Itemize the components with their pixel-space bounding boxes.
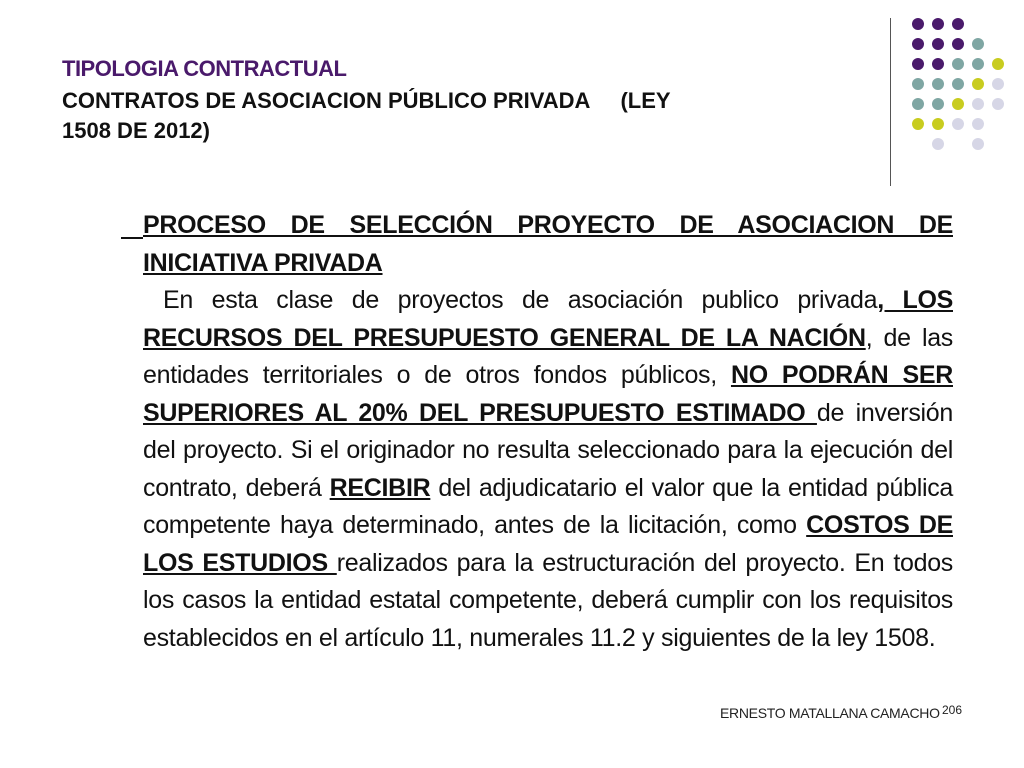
- slide-subtitle: [62, 86, 862, 146]
- decorative-divider: [890, 18, 891, 186]
- highlight-costos-estudios: COSTOS DE LOS ESTUDIOS: [143, 511, 953, 577]
- decorative-dot: [952, 38, 964, 50]
- decorative-dot: [912, 38, 924, 50]
- decorative-dot: [912, 98, 924, 110]
- body-text-2: , de las entidades territoriales o de otros fondos públicos,: [143, 323, 954, 389]
- decorative-dot: [972, 78, 984, 90]
- decorative-dot: [972, 138, 984, 150]
- decorative-dot: [912, 18, 924, 30]
- subtitle-law: (LEY: [620, 88, 671, 113]
- decorative-dot: [992, 78, 1004, 90]
- slide-title: TIPOLOGIA CONTRACTUAL: [62, 56, 347, 81]
- body-text-1: En esta clase de proyectos de asociación publico privada: [163, 286, 878, 314]
- decorative-dot: [972, 58, 984, 70]
- decorative-dot: [952, 118, 964, 130]
- body-paragraph: [143, 282, 953, 657]
- body-text-4: del adjudicatario el valor que la entidad pública competente haya determinado, antes de la licitación, como: [143, 473, 954, 539]
- section-heading: [143, 207, 953, 282]
- subtitle-main: CONTRATOS DE ASOCIACION PÚBLICO PRIVADA: [62, 88, 591, 113]
- highlight-recibir: RECIBIR: [329, 473, 431, 502]
- decorative-dot: [952, 98, 964, 110]
- body-text-3: de inversión del proyecto. Si el originador no resulta seleccionado para la ejecución del contrato, deberá: [143, 398, 953, 502]
- decorative-dot: [932, 58, 944, 70]
- slide-body: [143, 207, 953, 657]
- page-number: 206: [942, 703, 963, 717]
- decorative-dot: [932, 78, 944, 90]
- decorative-dot: [952, 18, 964, 30]
- decorative-dot: [912, 58, 924, 70]
- decorative-dot: [992, 98, 1004, 110]
- decorative-dot: [912, 78, 924, 90]
- decorative-dot: [972, 118, 984, 130]
- highlight-recursos: , LOS RECURSOS DEL PRESUPUESTO GENERAL DE LA NACIÓN: [143, 286, 953, 352]
- decorative-dot: [932, 118, 944, 130]
- subtitle-year: 1508 DE 2012): [62, 118, 210, 143]
- decorative-dot: [932, 138, 944, 150]
- decorative-dot: [912, 118, 924, 130]
- decorative-dot: [932, 38, 944, 50]
- decorative-dot: [932, 98, 944, 110]
- highlight-limite-20: NO PODRÁN SER SUPERIORES AL 20% DEL PRESUPUESTO ESTIMADO: [143, 361, 953, 427]
- decorative-dot: [952, 58, 964, 70]
- decorative-dot: [932, 18, 944, 30]
- decorative-dot: [952, 78, 964, 90]
- section-heading-text: PROCESO DE SELECCIÓN PROYECTO DE ASOCIACION DE INICIATIVA PRIVADA: [143, 211, 953, 277]
- footer-author: ERNESTO MATALLANA CAMACHO: [720, 705, 940, 721]
- decorative-dot: [972, 98, 984, 110]
- slide-header: [62, 56, 862, 146]
- decorative-dot: [992, 58, 1004, 70]
- body-text-5: realizados para la estructuración del proyecto. En todos los casos la entidad estatal competente, deberá cumplir con los requisitos establecidos en el artículo 11, numerales 11.2 y siguientes de la ley 1508.: [143, 548, 954, 652]
- decorative-dot: [972, 38, 984, 50]
